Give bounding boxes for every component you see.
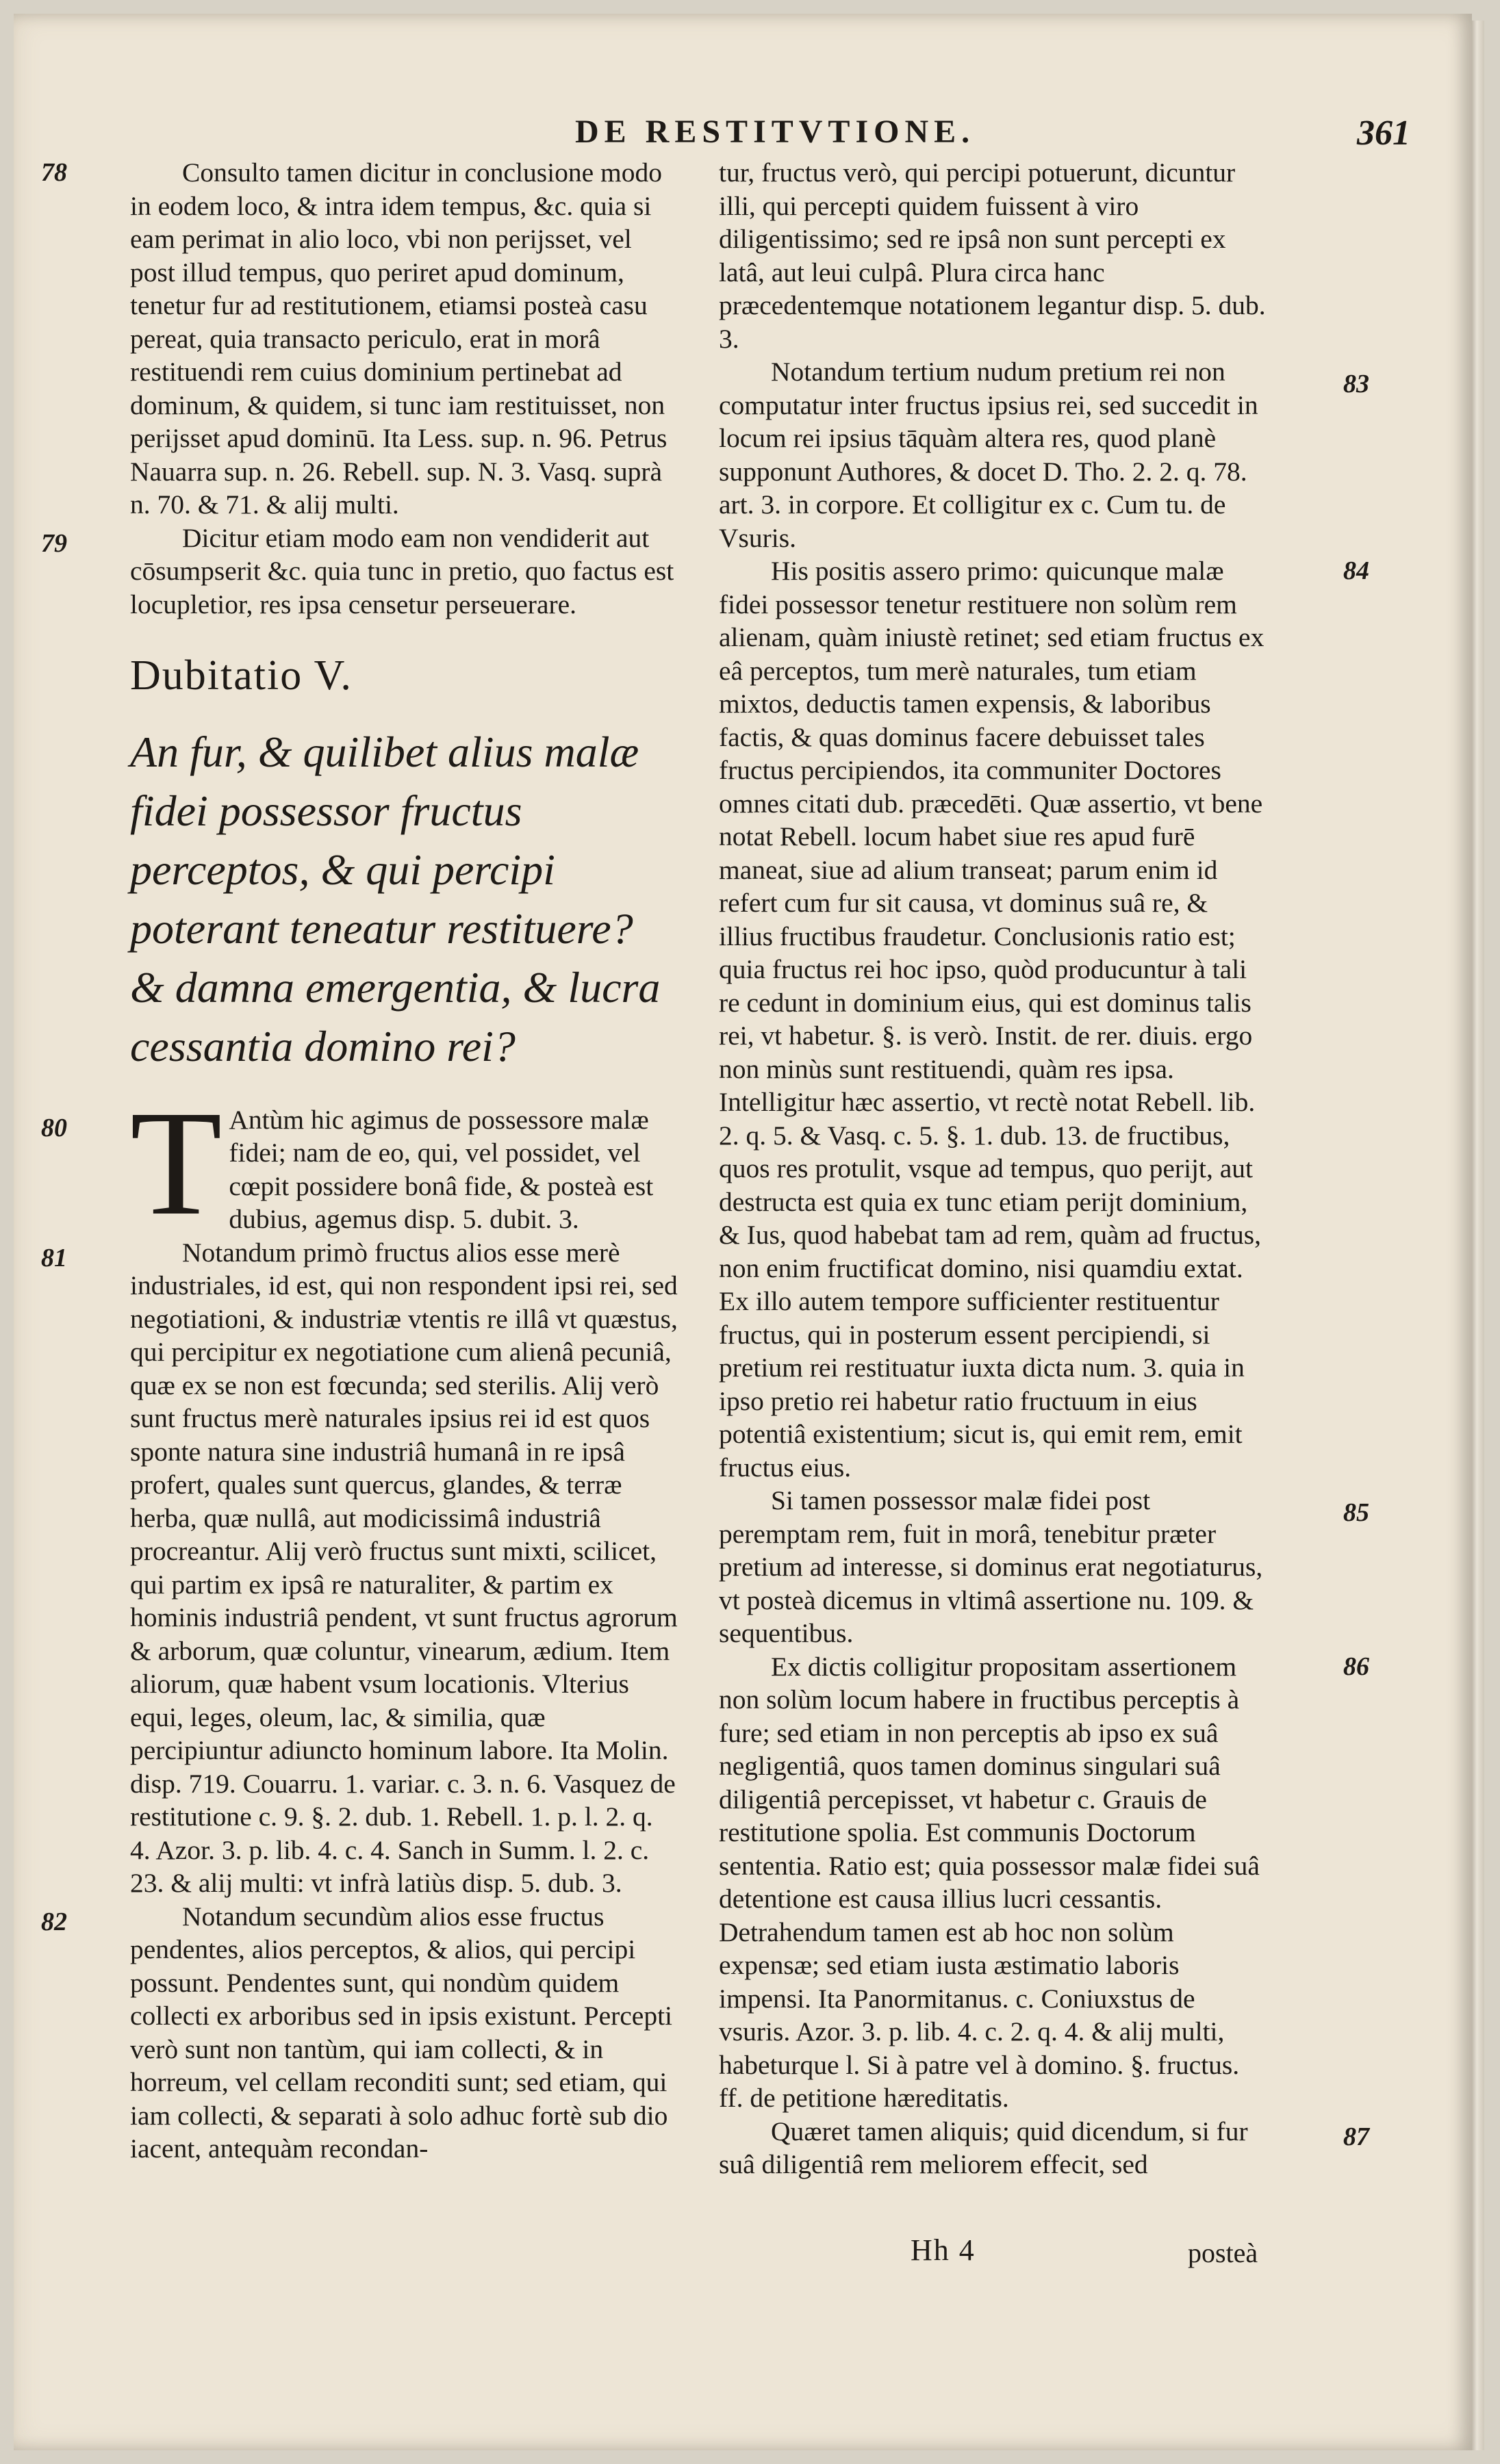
margin-number: 85 xyxy=(1343,1498,1369,1527)
left-column xyxy=(41,156,678,2166)
paragraph-text: Quæret tamen aliquis; quid dicendum, si fur suâ diligentiâ rem meliorem effecit, sed xyxy=(719,2116,1248,2179)
paragraph-text: Notandum tertium nudum pretium rei non computatur inter fructus ipsius rei, sed succedit in locum rei ipsius tāquàm altera res, quod planè supponunt Authores, & docet D. Tho. 2. 2. q. 78. art. 3. in corpore. Et colligitur ex c. Cum tu. de Vsuris. xyxy=(719,357,1258,553)
paragraph-text: Notandum primò fructus alios esse merè industriales, id est, qui non respondent ipsi rei, sed negotiationi, & industriæ vtentis re illâ vt quæstus, qui percipitur ex negotiatione cum alienâ pecuniâ, quæ ex se non est fœcunda; sed sterilis. Alij verò sunt fructus merè naturales ipsius rei id est quos sponte natura sine industriâ humanâ in re ipsâ profert, quales sunt quercus, glandes, & terræ herba, quæ nullâ, aut modicissimâ industriâ procreantur. Alij verò fructus sunt mixti, scilicet, qui partim ex ipsâ re naturaliter, & partim ex hominis industriâ pendent, vt sunt fructus agrorum & arborum, quæ coluntur, vinearum, ædium. Item aliorum, quæ habent vsum locationis. Vlterius equi, leges, oleum, lac, & similia, quæ percipiuntur adiuncto hominum labore. Ita Molin. disp. 719. Couarru. 1. variar. c. 3. n. 6. Vasquez de restitutione c. 9. §. 2. dub. 1. Rebell. 1. p. l. 2. q. 4. Azor. 3. p. lib. 4. c. 4. Sanch in Summ. l. 2. c. 23. & alij multi: vt infrà latiùs disp. 5. dub. 3. xyxy=(130,1237,678,1898)
signature-mark: Hh 4 xyxy=(911,2233,976,2267)
paragraph-79 xyxy=(41,522,678,621)
paragraph-continued: tur, fructus verò, qui percipi potuerunt, dicuntur illi, qui percepti quidem fuissent à viro diligentissimo; sed re ipsâ non sunt percepti ex latâ, aut leui culpâ. Plura circa hanc præcedentemque notationem legantur disp. 5. dub. 3. xyxy=(719,157,1266,354)
paragraph-85 xyxy=(719,1484,1369,1650)
paragraph-78 xyxy=(41,156,678,522)
paragraph-text: Notandum secundùm alios esse fructus pendentes, alios perceptos, & alios, qui percipi possunt. Pendentes sunt, qui nondùm quidem collecti ex arboribus sed in ipsis existunt. Percepti verò sunt non tantùm, qui iam collecti, & in horreum, vel cellam reconditi sunt; sed etiam, qui iam collecti, & separati à solo adhuc fortè sub dio iacent, antequàm recondan- xyxy=(130,1901,673,2164)
catchword: posteà xyxy=(1188,2237,1258,2268)
paragraph-82 xyxy=(41,1900,678,2166)
paragraph-text xyxy=(130,1079,678,1246)
margin-number: 80 xyxy=(41,1113,67,1142)
paragraph-text: Consulto tamen dicitur in conclusione modo in eodem loco, & intra idem tempus, &c. quia si eam perimat in alio loco, vbi non perijsset, vel post illud tempus, quo periret apud dominum, tenetur fur ad restitutionem, etiamsi posteà casu pereat, quia transacto periculo, erat in morâ restituendi rem cuius dominium pertinebat ad dominum, & quidem, si tunc iam restituisset, non perijsset apud dominū. Ita Less. sup. n. 96. Petrus Nauarra sup. n. 26. Rebell. sup. N. 3. Vasq. suprà n. 70. & 71. & alij multi. xyxy=(130,157,668,519)
paragraph-84 xyxy=(719,554,1369,1484)
margin-number: 81 xyxy=(41,1243,67,1272)
paragraph-text: Dicitur etiam modo eam non vendiderit aut cōsumpserit &c. quia tunc in pretio, quo factus est locupletior, res ipsa censetur perseuerare. xyxy=(130,522,674,619)
right-column xyxy=(719,156,1369,2181)
page-edge xyxy=(1472,21,1484,2450)
paragraph-text: Ex dictis colligitur propositam assertionem non solùm locum habere in fructibus perceptis à fure; sed etiam in non perceptis ab ipso ex suâ negligentiâ, quos tamen dominus singulari suâ diligentiâ percepisset, vt habetur c. Grauis de restitutione spolia. Est communis Doctorum sententia. Ratio est; quia possessor malæ fidei suâ detentione est causa illius lucri cessantis. Detrahendum tamen est ab hoc non solùm expensæ; sed etiam iusta æstimatio laboris impensi. Ita Panormitanus. c. Coniuxstus de vsuris. Azor. 3. p. lib. 4. c. 2. q. 4. & alij multi, habeturque l. Si à patre vel à domino. §. fructus. ff. de petitione hæreditatis. xyxy=(719,1651,1260,2113)
paragraph-text: Si tamen possessor malæ fidei post peremptam rem, fuit in morâ, tenebitur præter pretium ad interesse, si dominus erat negotiaturus, vt posteà dicemus in vltimâ assertione nu. 109. & sequentibus. xyxy=(719,1485,1263,1648)
margin-number: 87 xyxy=(1343,2122,1369,2151)
question-title: An fur, & quilibet alius malæ fidei possessor fructus perceptos, & qui percipi poterant teneatur restituere? & damna emergentia, & lucra cessantia domino rei? xyxy=(130,727,661,1070)
margin-number: 83 xyxy=(1343,370,1369,398)
section-heading: Dubitatio V. xyxy=(130,652,353,699)
paragraph-83 xyxy=(719,355,1369,554)
running-title: DE RESTITVTIONE. xyxy=(575,114,976,150)
margin-number: 82 xyxy=(41,1907,67,1936)
paragraph-body: Antùm hic agimus de possessore malæ fidei; nam de eo, qui, vel possidet, vel cœpit possidere bonâ fide, & posteà est dubius, agemus disp. 5. dubit. 3. xyxy=(229,1104,654,1234)
paragraph-81 xyxy=(41,1236,678,1900)
margin-number: 86 xyxy=(1343,1652,1369,1681)
margin-number: 78 xyxy=(41,158,67,187)
paragraph-80 xyxy=(41,1079,678,1246)
paragraph-86 xyxy=(719,1650,1369,2115)
paragraph-text: His positis assero primo: quicunque malæ fidei possessor tenetur restituere non solùm rem alienam, quàm iniustè retinet; sed etiam fructus ex eâ perceptos, tum merè naturales, tum etiam mixtos, deductis tamen expensis, & laboribus factis, & quas dominus facere debuisset tales fructus percipiendos, ita communiter Doctores omnes citati dub. præcedēti. Quæ assertio, vt bene notat Rebell. locum habet siue res apud furē maneat, siue ad alium transeat; parum enim id refert cum fur sit causa, vt dominus suâ re, & illius fructibus fraudetur. Conclusionis ratio est; quia fructus rei hoc ipso, quòd producuntur à tali re cedunt in dominium eius, qui est dominus talis rei, vt habetur. §. is verò. Instit. de rer. diuis. ergo non minùs sunt restituendi, quàm res ipsa. Intelligitur hæc assertio, vt rectè notat Rebell. lib. 2. q. 5. & Vasq. c. 5. §. 1. dub. 13. de fructibus, quos res protulit, vsque ad tempus, quo perijt, aut destructa est quia ex tunc etiam perijt dominium, & Ius, quod habebat tam ad rem, quàm ad fructus, non enim fructificat domino, nisi quamdiu extat. Ex illo autem tempore sufficienter restituentur fructus, qui in posterum essent percipiendi, si pretium rei restituatur iuxta dicta num. 3. quia in ipso pretio rei habetur ratio fructuum in eius potentiâ existentium; sicut is, qui emit rem, emit fructus eius. xyxy=(719,556,1264,1483)
paragraph-87 xyxy=(719,2115,1369,2181)
drop-cap: T xyxy=(130,1079,223,1246)
margin-number: 84 xyxy=(1343,556,1369,585)
margin-number: 79 xyxy=(41,528,67,558)
folio-number: 361 xyxy=(1357,114,1410,153)
